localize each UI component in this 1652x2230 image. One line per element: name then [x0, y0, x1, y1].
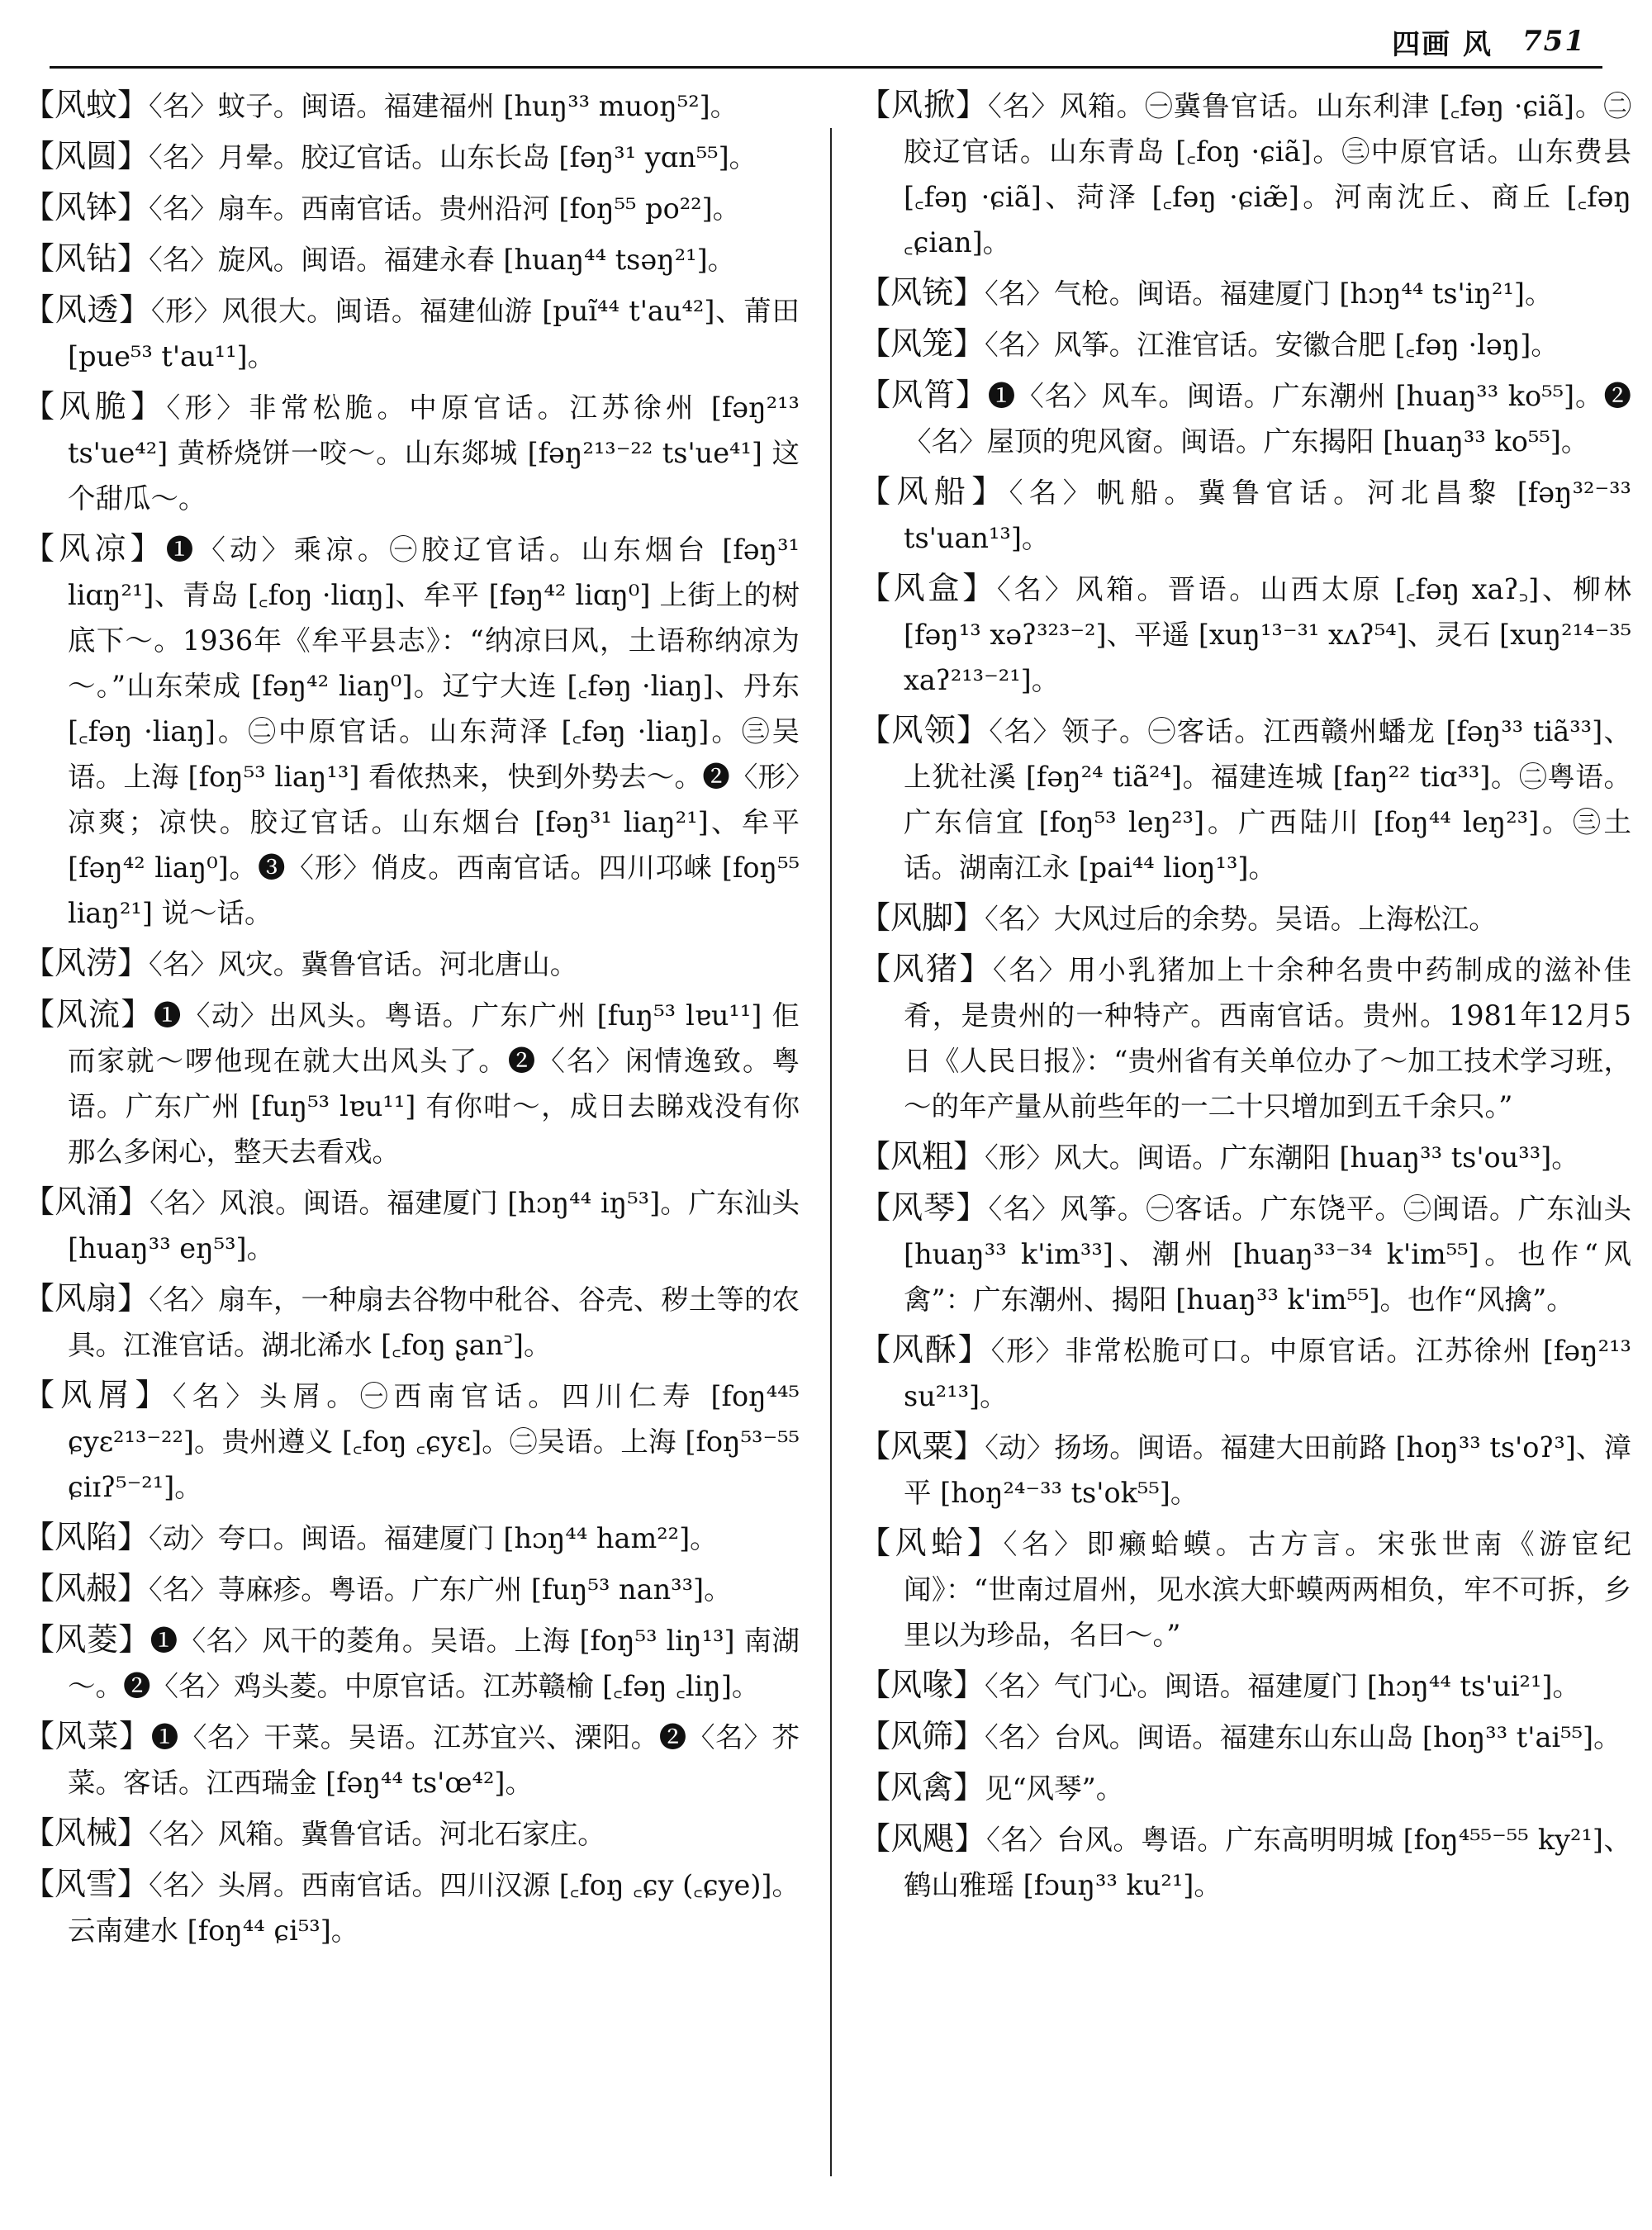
entry-headword: 【风圆】: [23, 138, 150, 174]
dictionary-entry: [859, 947, 1631, 1129]
entry-headword: 【风禽】: [859, 1769, 985, 1805]
dictionary-entry: [23, 992, 800, 1174]
entry-headword: 【风琴】: [859, 1189, 989, 1226]
entry-definition: ❶〈名〉风车。闽语。广东潮州 [huaŋ³³ ko⁵⁵]。❷〈名〉屋顶的兜风窗。闽语。广东揭阳 [huaŋ³³ ko⁵⁵]。: [904, 380, 1631, 458]
dictionary-entry: [859, 566, 1631, 703]
entry-definition: 〈名〉扇车，一种扇去谷物中秕谷、谷壳、秽土等的农具。江淮官话。湖北浠水 [꜀foŋ ʂan꜄]。: [68, 1283, 800, 1361]
entry-definition: 〈名〉月晕。胶辽官话。山东长岛 [fəŋ³¹ yɑn⁵⁵]。: [149, 141, 757, 173]
entry-headword: 【风钵】: [23, 189, 150, 225]
entry-headword: 【风筛】: [859, 1718, 985, 1754]
entry-headword: 【风盒】: [859, 570, 997, 606]
entry-definition: 〈名〉旋风。闽语。福建永春 [huaŋ⁴⁴ tsəŋ²¹]。: [149, 244, 736, 276]
dictionary-entry: [859, 270, 1631, 316]
entry-definition: 〈形〉非常松脆可口。中原官话。江苏徐州 [fəŋ²¹³ su²¹³]。: [904, 1335, 1631, 1412]
entry-headword: 【风喙】: [859, 1667, 985, 1703]
entry-headword: 【风涝】: [23, 945, 150, 981]
entry-headword: 【风蚊】: [23, 87, 150, 123]
dictionary-entry: [23, 1179, 800, 1271]
dictionary-entry: [23, 1810, 800, 1857]
column-divider: [830, 128, 832, 2176]
dictionary-entry: [859, 321, 1631, 368]
entry-headword: 【风脚】: [859, 899, 985, 936]
entry-definition: 〈名〉气枪。闽语。福建厦门 [hɔŋ⁴⁴ ts'iŋ²¹]。: [985, 278, 1553, 310]
section-heading: 四画 风: [1392, 27, 1493, 61]
entry-definition: 〈名〉蚊子。闽语。福建福州 [huŋ³³ muoŋ⁵²]。: [149, 90, 738, 122]
entry-definition: 〈名〉用小乳猪加上十余种名贵中药制成的滋补佳肴，是贵州的一种特产。西南官话。贵州。1981年12月5日《人民日报》：“贵州省有关单位办了～加工技术学习班，～的年产量从前些年的一二十只增加到五千余只。”: [904, 954, 1631, 1122]
dictionary-entry: [859, 83, 1631, 265]
dictionary-entry: [23, 1566, 800, 1612]
entry-definition: 〈名〉头屑。㊀西南官话。四川仁寿 [foŋ⁴⁴⁵ ɕyɛ²¹³⁻²²]。贵州遵义 [꜀foŋ ꜀ɕyɛ]。㊁吴语。上海 [foŋ⁵³⁻⁵⁵ ɕiɪʔ⁵⁻²¹]。: [68, 1380, 800, 1503]
entry-headword: 【风钻】: [23, 240, 150, 277]
entry-headword: 【风赧】: [23, 1570, 150, 1606]
entry-headword: 【风菜】: [23, 1718, 151, 1754]
entry-definition: 见“风琴”。: [985, 1772, 1124, 1805]
dictionary-entry: [859, 1185, 1631, 1322]
entry-headword: 【风笼】: [859, 325, 985, 362]
entry-definition: 〈名〉即癞蛤蟆。古方言。宋张世南《游宦纪闻》：“世南过眉州，见水滨大虾蟆两两相负，牢不可拆，乡里以为珍品，名曰～。”: [904, 1528, 1631, 1651]
entry-definition: ❶〈动〉出风头。粤语。广东广州 [fuŋ⁵³ lɐu¹¹] 佢而家就～啰他现在就大出风头了。❷〈名〉闲情逸致。粤语。广东广州 [fuŋ⁵³ lɐu¹¹] 有你咁～，成日去睇戏没有你那么多闲心，整天去看戏。: [68, 999, 800, 1168]
entry-headword: 【风脆】: [23, 388, 167, 425]
dictionary-entry: [23, 83, 800, 129]
entry-definition: 〈名〉台风。闽语。福建东山东山岛 [hoŋ³³ t'ai⁵⁵]。: [985, 1721, 1621, 1753]
entry-definition: 〈形〉风大。闽语。广东潮阳 [huaŋ³³ ts'ou³³]。: [985, 1141, 1579, 1174]
dictionary-entry: [23, 185, 800, 231]
entry-headword: 【风涌】: [23, 1184, 150, 1220]
dictionary-entry: [859, 1663, 1631, 1709]
dictionary-entry: [23, 1617, 800, 1709]
entry-headword: 【风陷】: [23, 1519, 150, 1555]
entry-definition: 〈名〉风箱。冀鲁官话。河北石家庄。: [149, 1818, 605, 1850]
entry-definition: 〈动〉夸口。闽语。福建厦门 [hɔŋ⁴⁴ ham²²]。: [149, 1522, 718, 1554]
entry-headword: 【风铳】: [859, 274, 985, 311]
dictionary-entry: [23, 1862, 800, 1953]
entry-definition: ❶〈名〉风干的菱角。吴语。上海 [foŋ⁵³ liŋ¹³] 南湖～。❷〈名〉鸡头菱。中原官话。江苏赣榆 [꜀fəŋ ꜀liŋ]。: [68, 1625, 800, 1702]
dictionary-entry: [23, 1373, 800, 1510]
entry-headword: 【风猪】: [859, 951, 994, 987]
page-header: [50, 17, 1586, 66]
entry-headword: 【风菱】: [23, 1621, 150, 1658]
dictionary-entry: [859, 895, 1631, 942]
entry-headword: 【风屑】: [23, 1377, 173, 1413]
entry-headword: 【风领】: [859, 712, 990, 748]
left-column: [23, 83, 800, 2213]
page-number: 751: [1522, 25, 1586, 58]
dictionary-entry: [859, 1134, 1631, 1180]
entry-headword: 【风船】: [859, 473, 1009, 510]
dictionary-entry: [23, 287, 800, 379]
dictionary-entry: [859, 1424, 1631, 1516]
dictionary-entry: [859, 708, 1631, 890]
entry-definition: 〈名〉台风。粤语。广东高明明城 [foŋ⁴⁵⁵⁻⁵⁵ ky²¹]、鹤山雅瑶 [fɔuŋ³³ ku²¹]。: [904, 1824, 1631, 1901]
entry-definition: 〈名〉风浪。闽语。福建厦门 [hɔŋ⁴⁴ iŋ⁵³]。广东汕头 [huaŋ³³ eŋ⁵³]。: [68, 1187, 800, 1264]
entry-headword: 【风雪】: [23, 1866, 150, 1902]
entry-definition: 〈名〉风筝。江淮官话。安徽合肥 [꜀fəŋ ·ləŋ]。: [985, 329, 1559, 361]
entry-definition: 〈名〉风筝。㊀客话。广东饶平。㊁闽语。广东汕头 [huaŋ³³ k'im³³]、潮州 [huaŋ³³⁻³⁴ k'im⁵⁵]。也作“风禽”：广东潮州、揭阳 [huaŋ³³ k'im⁵⁵]。也作“风擒”。: [904, 1193, 1631, 1316]
dictionary-entry: [23, 1515, 800, 1561]
header-rule: [50, 66, 1602, 69]
dictionary-entry: [859, 1714, 1631, 1760]
dictionary-entry: [23, 134, 800, 180]
dictionary-entry: [859, 1765, 1631, 1811]
entry-definition: 〈形〉非常松脆。中原官话。江苏徐州 [fəŋ²¹³ ts'ue⁴²] 黄桥烧饼一咬～。山东郯城 [fəŋ²¹³⁻²² ts'ue⁴¹] 这个甜瓜～。: [68, 391, 800, 515]
entry-definition: 〈名〉大风过后的余势。吴语。上海松江。: [985, 903, 1497, 935]
entry-headword: 【风透】: [23, 292, 151, 328]
entry-definition: ❶〈动〉乘凉。㊀胶辽官话。山东烟台 [fəŋ³¹ liɑŋ²¹]、青岛 [꜀foŋ ·liɑŋ]、牟平 [fəŋ⁴² liɑŋ⁰] 上街上的树底下～。1936年《牟平县志》：“纳凉曰风，土语称纳凉为～。”山东荣成 [fəŋ⁴² liaŋ⁰]。辽宁大连 [꜀fəŋ ·liaŋ]、丹东 [꜀fəŋ ·liaŋ]。㊁中原官话。山东菏泽 [꜀fəŋ ·liaŋ]。㊂吴语。上海 [foŋ⁵³ liaŋ¹³] 看侬热来，快到外势去～。❷〈形〉凉爽；凉快。胶辽官话。山东烟台 [fəŋ³¹ liaŋ²¹]、牟平 [fəŋ⁴² liaŋ⁰]。❸〈形〉俏皮。西南官话。四川邛崃 [foŋ⁵⁵ liaŋ²¹] 说～话。: [68, 534, 800, 929]
dictionary-entry: [23, 1714, 800, 1805]
entry-definition: 〈名〉气门心。闽语。福建厦门 [hɔŋ⁴⁴ ts'ui²¹]。: [985, 1670, 1580, 1702]
entry-headword: 【风飓】: [859, 1820, 987, 1857]
dictionary-entry: [859, 1816, 1631, 1908]
dictionary-entry: [859, 469, 1631, 561]
entry-headword: 【风筲】: [859, 377, 988, 413]
entry-definition: 〈动〉扬场。闽语。福建大田前路 [hoŋ³³ ts'oʔ³]、漳平 [hoŋ²⁴⁻³³ ts'ok⁵⁵]。: [904, 1431, 1631, 1509]
entry-definition: 〈名〉荨麻疹。粤语。广东广州 [fuŋ⁵³ nan³³]。: [149, 1573, 732, 1606]
entry-headword: 【风凉】: [23, 530, 166, 567]
entry-headword: 【风掀】: [859, 87, 988, 123]
dictionary-entry: [23, 526, 800, 936]
entry-definition: ❶〈名〉干菜。吴语。江苏宜兴、溧阳。❷〈名〉芥菜。客话。江西瑞金 [fəŋ⁴⁴ ts'œ⁴²]。: [68, 1721, 800, 1799]
entry-definition: 〈名〉风灾。冀鲁官话。河北唐山。: [149, 948, 578, 980]
dictionary-entry: [859, 1327, 1631, 1419]
dictionary-entry: [23, 941, 800, 987]
entry-headword: 【风粗】: [859, 1138, 985, 1174]
entry-definition: 〈名〉领子。㊀客话。江西赣州蟠龙 [fəŋ³³ tiã³³]、上犹社溪 [fəŋ²⁴ tiã²⁴]。福建连城 [faŋ²² tiɑ³³]。㊁粤语。广东信宜 [foŋ⁵³ leŋ²³]。广西陆川 [foŋ⁴⁴ leŋ²³]。㊂土话。湖南江永 [pai⁴⁴ lioŋ¹³]。: [904, 715, 1631, 884]
entry-headword: 【风流】: [23, 996, 154, 1032]
entry-headword: 【风扇】: [23, 1280, 150, 1317]
dictionary-entry: [859, 372, 1631, 464]
entry-headword: 【风械】: [23, 1815, 150, 1851]
dictionary-entry: [23, 236, 800, 282]
right-column: [859, 83, 1631, 2213]
entry-definition: 〈名〉帆船。冀鲁官话。河北昌黎 [fəŋ³²⁻³³ ts'uan¹³]。: [904, 477, 1631, 554]
dictionary-entry: [859, 1521, 1631, 1658]
entry-headword: 【风粟】: [859, 1428, 985, 1464]
entry-definition: 〈名〉扇车。西南官话。贵州沿河 [foŋ⁵⁵ po²²]。: [149, 192, 741, 225]
entry-headword: 【风蛤】: [859, 1525, 1004, 1561]
entry-headword: 【风酥】: [859, 1331, 991, 1368]
entry-definition: 〈名〉风箱。晋语。山西太原 [꜀fəŋ xaʔ꜆]、柳林 [fəŋ¹³ xəʔ³²³⁻²]、平遥 [xuŋ¹³⁻³¹ xʌʔ⁵⁴]、灵石 [xuŋ²¹⁴⁻³⁵ xaʔ²¹³⁻²¹]。: [904, 573, 1631, 696]
entry-definition: 〈名〉头屑。西南官话。四川汉源 [꜀foŋ ꜀ɕy (꜀ɕye)]。云南建水 [foŋ⁴⁴ ɕi⁵³]。: [68, 1869, 800, 1947]
dictionary-entry: [23, 384, 800, 521]
dictionary-entry: [23, 1276, 800, 1368]
entry-definition: 〈形〉风很大。闽语。福建仙游 [puĩ⁴⁴ t'au⁴²]、莆田 [pue⁵³ t'au¹¹]。: [68, 295, 800, 372]
entry-definition: 〈名〉风箱。㊀冀鲁官话。山东利津 [꜀fəŋ ·ɕiã]。㊁胶辽官话。山东青岛 [꜀foŋ ·ɕiã]。㊂中原官话。山东费县 [꜀fəŋ ·ɕiã]、菏泽 [꜀fəŋ ·ɕiæ̃]。河南沈丘、商丘 [꜀fəŋ ꜀ɕian]。: [904, 90, 1631, 259]
